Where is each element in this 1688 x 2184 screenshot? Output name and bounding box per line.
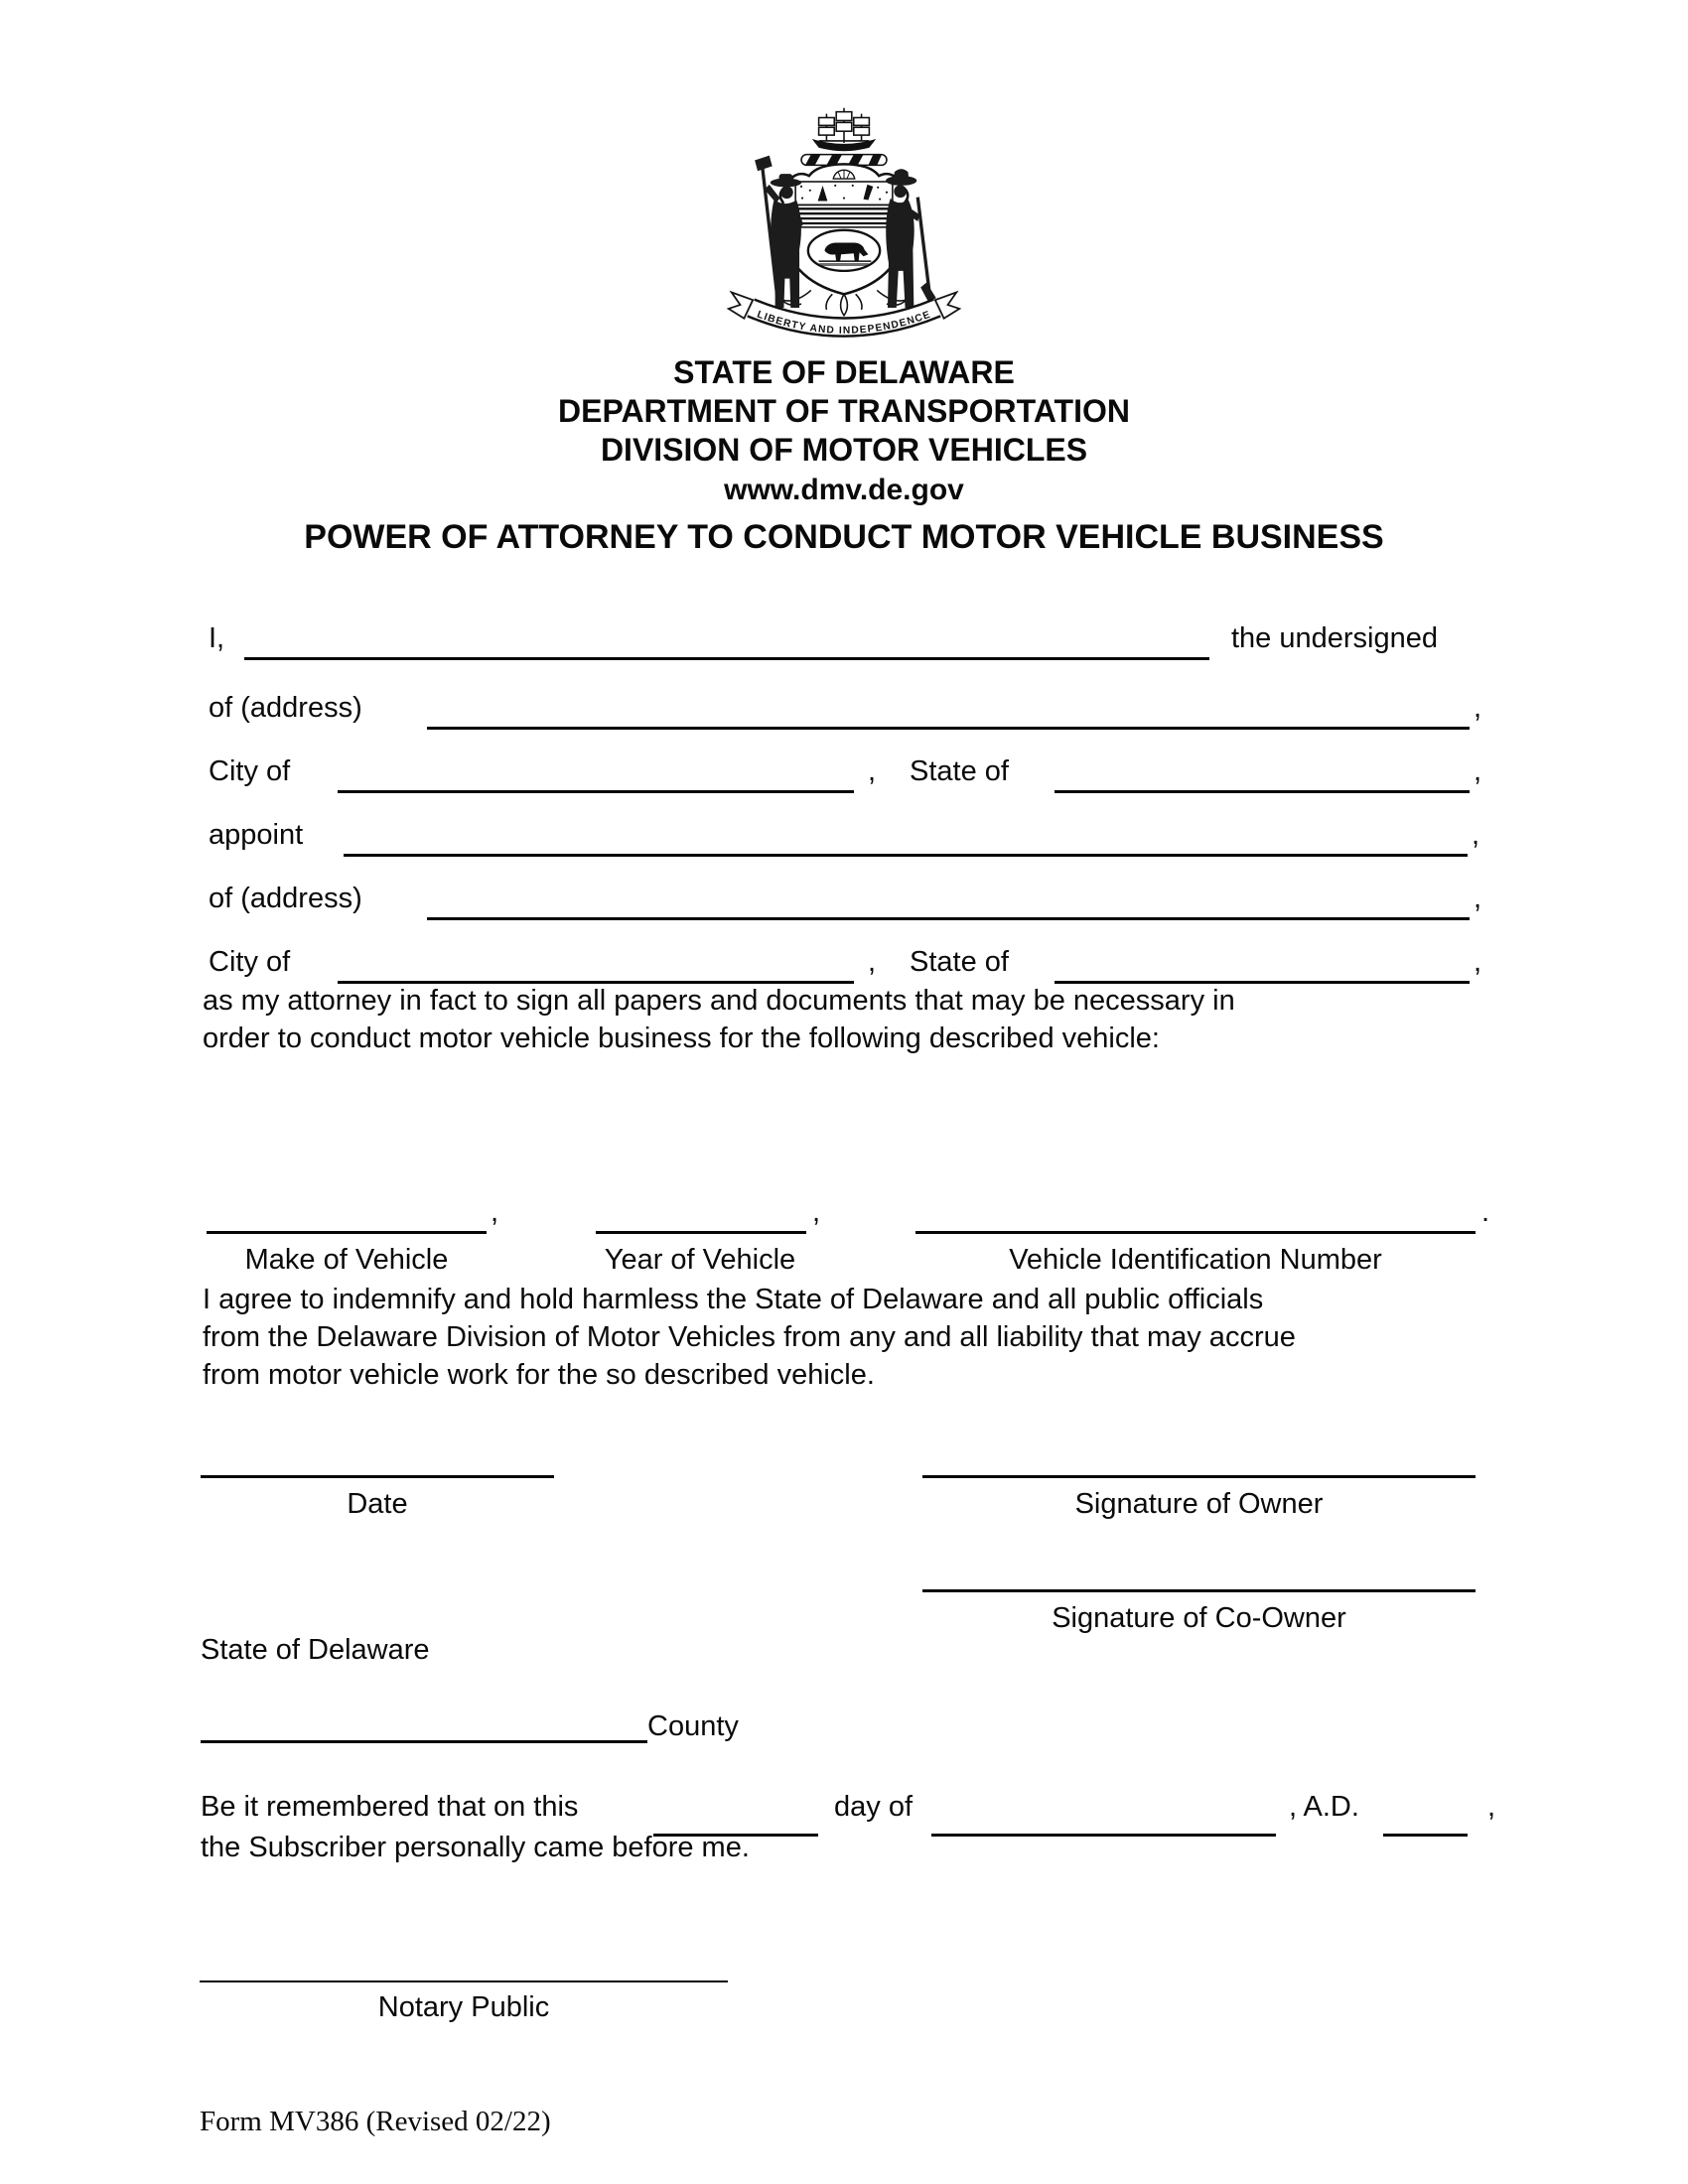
- header-division: DIVISION OF MOTOR VEHICLES: [600, 432, 1088, 468]
- appoint-label: appoint: [209, 819, 304, 851]
- page-title: POWER OF ATTORNEY TO CONDUCT MOTOR VEHICLE BUSINESS: [304, 518, 1384, 556]
- comma: ,: [1474, 946, 1482, 978]
- ad-label: , A.D.: [1289, 1791, 1359, 1823]
- agent-address-field[interactable]: [427, 917, 1470, 920]
- principal-address-field[interactable]: [427, 727, 1470, 730]
- header-department: DEPARTMENT OF TRANSPORTATION: [558, 393, 1130, 429]
- notary-signature-field[interactable]: [200, 1980, 728, 1982]
- principal-city-label: City of: [209, 755, 291, 787]
- principal-state-label: State of: [910, 755, 1009, 787]
- agent-city-label: City of: [209, 946, 291, 978]
- principal-city-field[interactable]: [338, 790, 854, 793]
- comma: ,: [868, 755, 877, 787]
- comma: ,: [812, 1196, 821, 1228]
- comma: ,: [1474, 883, 1482, 914]
- undersigned-label: the undersigned: [1231, 622, 1438, 654]
- vehicle-year-label: Year of Vehicle: [604, 1244, 796, 1276]
- indemnify-line2: from the Delaware Division of Motor Vehicles from any and all liability that may accrue: [203, 1321, 1296, 1353]
- header-website: www.dmv.de.gov: [724, 474, 964, 506]
- vehicle-vin-field[interactable]: [915, 1231, 1476, 1234]
- period: .: [1481, 1196, 1490, 1228]
- coowner-signature-field[interactable]: [922, 1589, 1476, 1592]
- county-field[interactable]: [201, 1740, 647, 1743]
- coowner-signature-label: Signature of Co-Owner: [1052, 1602, 1346, 1634]
- principal-name-field[interactable]: [244, 657, 1209, 660]
- agent-city-field[interactable]: [338, 981, 854, 984]
- owner-signature-field[interactable]: [922, 1475, 1476, 1478]
- indemnify-line3: from motor vehicle work for the so described vehicle.: [203, 1359, 875, 1391]
- comma: ,: [491, 1196, 499, 1228]
- comma: ,: [868, 946, 877, 978]
- vehicle-year-field[interactable]: [596, 1231, 806, 1234]
- notary-month-field[interactable]: [931, 1834, 1276, 1837]
- county-label: County: [647, 1710, 739, 1742]
- seal-motto-text: LIBERTY AND INDEPENDENCE: [755, 309, 933, 337]
- vehicle-vin-label: Vehicle Identification Number: [1009, 1244, 1382, 1276]
- comma: ,: [1474, 692, 1482, 724]
- day-of-label: day of: [834, 1791, 913, 1823]
- vehicle-make-label: Make of Vehicle: [244, 1244, 449, 1276]
- vehicle-make-field[interactable]: [207, 1231, 487, 1234]
- agent-name-field[interactable]: [344, 854, 1468, 857]
- comma: ,: [1472, 819, 1480, 851]
- attorney-clause-line1: as my attorney in fact to sign all papers and documents that may be necessary in: [203, 985, 1235, 1017]
- notary-clause-line1: Be it remembered that on this: [201, 1791, 579, 1823]
- notary-year-field[interactable]: [1383, 1834, 1468, 1837]
- agent-state-label: State of: [910, 946, 1009, 978]
- agent-address-label: of (address): [209, 883, 362, 914]
- comma: ,: [1487, 1791, 1496, 1823]
- header-state: STATE OF DELAWARE: [673, 354, 1015, 390]
- form-number-footer: Form MV386 (Revised 02/22): [200, 2106, 551, 2137]
- notary-clause-line2: the Subscriber personally came before me.: [201, 1832, 750, 1863]
- attorney-clause-line2: order to conduct motor vehicle business for the following described vehicle:: [203, 1023, 1160, 1054]
- principal-state-field[interactable]: [1055, 790, 1470, 793]
- seal-ship-icon: [812, 108, 876, 151]
- principal-address-label: of (address): [209, 692, 362, 724]
- comma: ,: [1474, 755, 1482, 787]
- notary-public-label: Notary Public: [377, 1991, 550, 2023]
- i-label: I,: [209, 622, 225, 654]
- owner-signature-label: Signature of Owner: [1074, 1488, 1324, 1520]
- date-label: Date: [347, 1488, 408, 1520]
- agent-state-field[interactable]: [1055, 981, 1470, 984]
- indemnify-line1: I agree to indemnify and hold harmless the State of Delaware and all public officials: [203, 1284, 1264, 1315]
- delaware-state-seal: [718, 100, 970, 346]
- state-of-delaware-label: State of Delaware: [201, 1634, 430, 1666]
- date-field[interactable]: [201, 1475, 554, 1478]
